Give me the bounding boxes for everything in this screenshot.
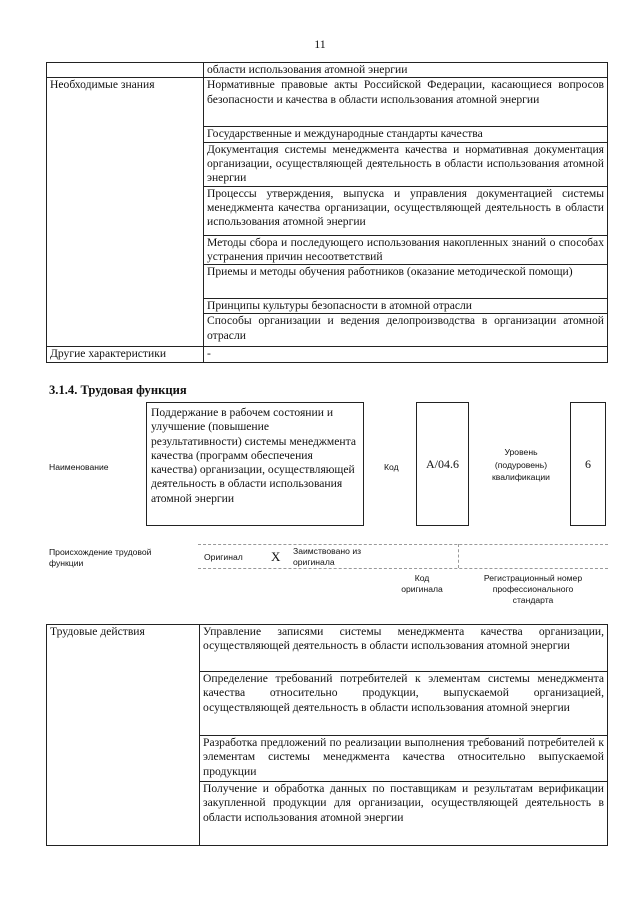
original-label: Оригинал (204, 552, 243, 562)
row-label (47, 63, 204, 78)
page-number: 11 (314, 37, 326, 51)
origin-label: Происхождение трудовой функции (49, 547, 152, 568)
origin-divider (458, 544, 459, 568)
name-label: Наименование (49, 462, 109, 472)
row-value: Документация системы менеджмента качества и нормативная документация организации, осуществляющей деятельность в области использования атомной энергии (204, 142, 608, 186)
row-value: Разработка предложений по реализации выполнения требований потребителей к элементам системы менеджмента качества относительно выпускаемой продукции (200, 736, 608, 782)
level-label: Уровень (подуровень) квалификации (492, 447, 550, 482)
origin-code-label: Код оригинала (401, 573, 443, 594)
row-label-required-knowledge: Необходимые знания (47, 78, 204, 347)
row-value: Принципы культуры безопасности в атомной отрасли (204, 299, 608, 314)
row-value: Получение и обработка данных по поставщикам и результатам верификации закупленной продукции для организации, осуществляющей деятельность в области использования атомной энергии (200, 782, 608, 846)
code-label: Код (384, 462, 399, 472)
reg-number-label: Регистрационный номер профессионального стандарта (483, 573, 583, 605)
row-value: Управление записями системы менеджмента качества организации, осуществляющей деятельность в области использования атомной энергии (200, 625, 608, 672)
borrowed-label: Заимствовано из оригинала (293, 546, 362, 567)
code-value-box: А/04.6 (416, 402, 469, 526)
table-row (47, 78, 608, 127)
section-title: 3.1.4. Трудовая функция (49, 383, 187, 397)
row-value: Методы сбора и последующего использования накопленных знаний о способах устранения причин несоответствий (204, 235, 608, 265)
origin-top-dash (198, 544, 608, 545)
row-value: Нормативные правовые акты Российской Федерации, касающиеся вопросов безопасности и качества в области использования атомной энергии (204, 78, 608, 127)
row-value: области использования атомной энергии (204, 63, 608, 78)
row-label-other: Другие характеристики (47, 347, 204, 362)
original-mark: Х (271, 549, 281, 564)
table-row (47, 347, 608, 362)
row-value: Государственные и международные стандарты качества (204, 127, 608, 142)
function-name-box: Поддержание в рабочем состоянии и улучшение (повышение результативности) системы менеджмента качества (программ обеспечения качества) организации, осуществляющей деятельность в области использования атомной энергии (146, 402, 364, 526)
origin-bottom-dash (198, 568, 608, 569)
row-value: Способы организации и ведения делопроизводства в организации атомной отрасли (204, 314, 608, 347)
level-value-box: 6 (570, 402, 606, 526)
labor-actions-table (46, 624, 608, 846)
row-value: Процессы утверждения, выпуска и управления документацией системы менеджмента качества организации, осуществляющей деятельность в области использования атомной энергии (204, 186, 608, 235)
table-row (47, 63, 608, 78)
table-row (47, 625, 608, 672)
row-value: - (204, 347, 608, 362)
row-value: Приемы и методы обучения работников (оказание методической помощи) (204, 265, 608, 299)
row-value: Определение требований потребителей к элементам системы менеджмента качества относительно продукции, выпускаемой организацией, осуществляющей деятельность в области использования атомной энергии (200, 672, 608, 736)
row-label-labor-actions: Трудовые действия (47, 625, 200, 846)
knowledge-table (46, 62, 608, 363)
